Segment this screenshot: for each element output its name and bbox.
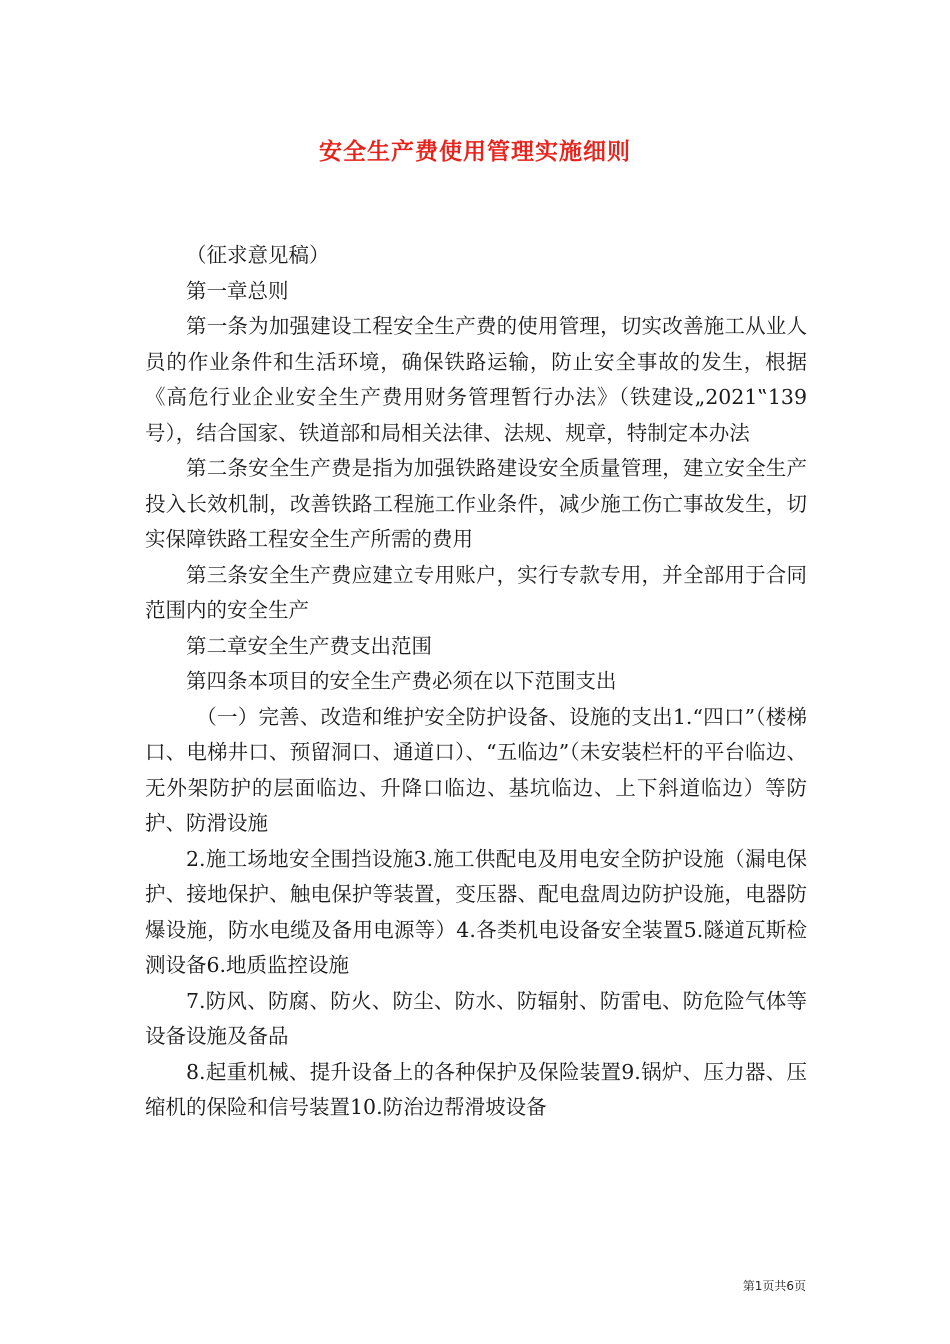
paragraph-chapter-1-heading: 第一章总则 [186, 278, 289, 303]
paragraph-draft-note: （征求意见稿） [186, 243, 330, 267]
paragraph-item-7: 7.防风、防腐、防火、防尘、防水、防辐射、防雷电、防危险气体等设备设施及备品 [145, 988, 807, 1048]
page-number: 第1页共6页 [742, 1279, 806, 1293]
document-body [145, 238, 807, 1126]
paragraph-article-1: 第一条为加强建设工程安全生产费的使用管理，切实改善施工从业人员的作业条件和生活环境，确保铁路运输，防止安全事故的发生，根据《高危行业企业安全生产费用财务管理暂行办法》（铁建设„2021‟139号），结合国家、铁道部和局相关法律、法规、规章，特制定本办法 [145, 314, 807, 445]
paragraph-article-3: 第三条安全生产费应建立专用账户，实行专款专用，并全部用于合同范围内的安全生产 [145, 562, 807, 622]
paragraph-item-1: （一）完善、改造和维护安全防护设备、设施的支出1.“四口”（楼梯口、电梯井口、预留洞口、通道口）、“五临边”（未安装栏杆的平台临边、无外架防护的层面临边、升降口临边、基坑临边、上下斜道临边）等防护、防滑设施 [145, 704, 807, 835]
paragraph-chapter-2-heading: 第二章安全生产费支出范围 [186, 633, 432, 658]
paragraph-items-2-6: 2.施工场地安全围挡设施3.施工供配电及用电安全防护设施（漏电保护、接地保护、触电保护等装置，变压器、配电盘周边防护设施，电器防爆设施，防水电缆及备用电源等）4.各类机电设备安全装置5.隧道瓦斯检测设备6.地质监控设施 [145, 846, 807, 977]
paragraph-article-4: 第四条本项目的安全生产费必须在以下范围支出 [186, 669, 617, 693]
paragraph-items-8-10: 8.起重机械、提升设备上的各种保护及保险装置9.锅炉、压力器、压缩机的保险和信号装置10.防治边帮滑坡设备 [145, 1059, 807, 1119]
document-title: 安全生产费使用管理实施细则 [319, 139, 631, 165]
paragraph-article-2: 第二条安全生产费是指为加强铁路建设安全质量管理，建立安全生产投入长效机制，改善铁路工程施工作业条件，减少施工伤亡事故发生，切实保障铁路工程安全生产所需的费用 [145, 456, 807, 551]
